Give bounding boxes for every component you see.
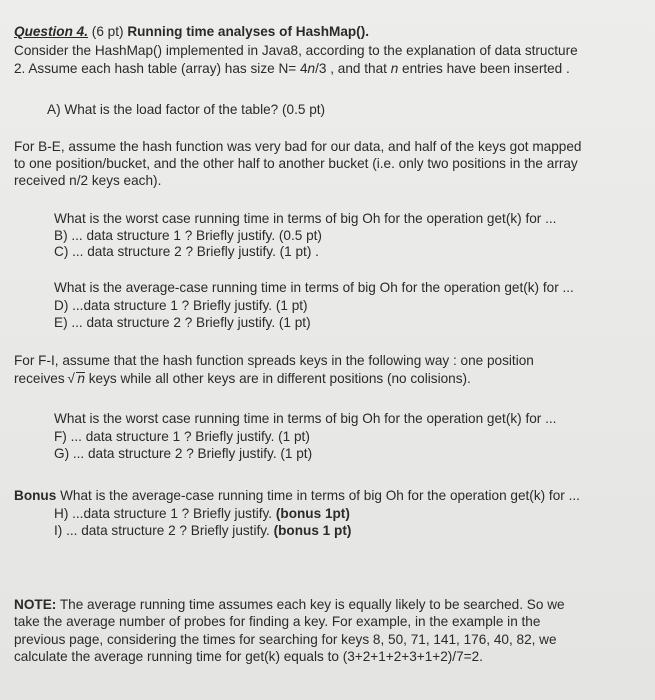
part-h: H) ...data structure 1 ? Briefly justify. (bonus 1pt) [54, 506, 350, 521]
bonus-label: Bonus [14, 488, 57, 503]
note-line2: take the average number of probes for finding a key. For example, in the example in the [14, 614, 541, 629]
part-b: B) ... data structure 1 ? Briefly justify. (0.5 pt) [54, 228, 322, 243]
question-header [14, 23, 369, 40]
fi-intro-line2: receives √ n keys while all other keys are in different positions (no colisions). [14, 370, 471, 387]
question-intro-line1: Consider the HashMap() implemented in Java8, according to the explanation of data structure [14, 43, 578, 58]
be-intro-line2: to one position/bucket, and the other half to another bucket (i.e. only two positions in the array [14, 156, 578, 171]
question-title: Running time analyses of HashMap(). [127, 24, 370, 39]
part-e: E) ... data structure 2 ? Briefly justify. (1 pt) [54, 315, 311, 330]
question-intro-line2: 2. Assume each hash table (array) has size N= 4n/3 , and that n entries have been inserted . [14, 61, 570, 76]
sqrt-n: √ n [68, 371, 85, 386]
part-a: A) What is the load factor of the table? (0.5 pt) [47, 102, 326, 117]
be-intro-line1: For B-E, assume the hash function was very bad for our data, and half of the keys got mapped [14, 139, 582, 154]
part-c: C) ... data structure 2 ? Briefly justify. (1 pt) . [54, 244, 319, 259]
question-points: (6 pt) [88, 24, 128, 39]
be-avg-question: What is the average-case running time in terms of big Oh for the operation get(k) for ... [54, 280, 574, 295]
question-number: Question 4. [14, 24, 89, 39]
part-d: D) ...data structure 1 ? Briefly justify. (1 pt) [54, 298, 308, 313]
fi-worst-question: What is the worst case running time in terms of big Oh for the operation get(k) for ... [54, 411, 557, 426]
note-line4: calculate the average running time for get(k) equals to (3+2+1+2+3+1+2)/7=2. [14, 649, 483, 664]
part-g: G) ... data structure 2 ? Briefly justify. (1 pt) [54, 446, 313, 461]
note-line1: NOTE: The average running time assumes each key is equally likely to be searched. So we [14, 597, 565, 612]
fi-intro-line1: For F-I, assume that the hash function spreads keys in the following way : one position [14, 353, 534, 368]
part-f: F) ... data structure 1 ? Briefly justify. (1 pt) [54, 429, 310, 444]
note-line3: previous page, considering the times for searching for keys 8, 50, 71, 141, 176, 40, 82, we [14, 632, 557, 647]
note-label: NOTE: [14, 597, 57, 612]
bonus-question: Bonus What is the average-case running time in terms of big Oh for the operation get(k) for ... [14, 488, 580, 503]
be-intro-line3: received n/2 keys each). [14, 173, 162, 188]
be-worst-question: What is the worst case running time in terms of big Oh for the operation get(k) for ... [54, 211, 557, 226]
part-i: I) ... data structure 2 ? Briefly justify. (bonus 1 pt) [54, 523, 352, 538]
